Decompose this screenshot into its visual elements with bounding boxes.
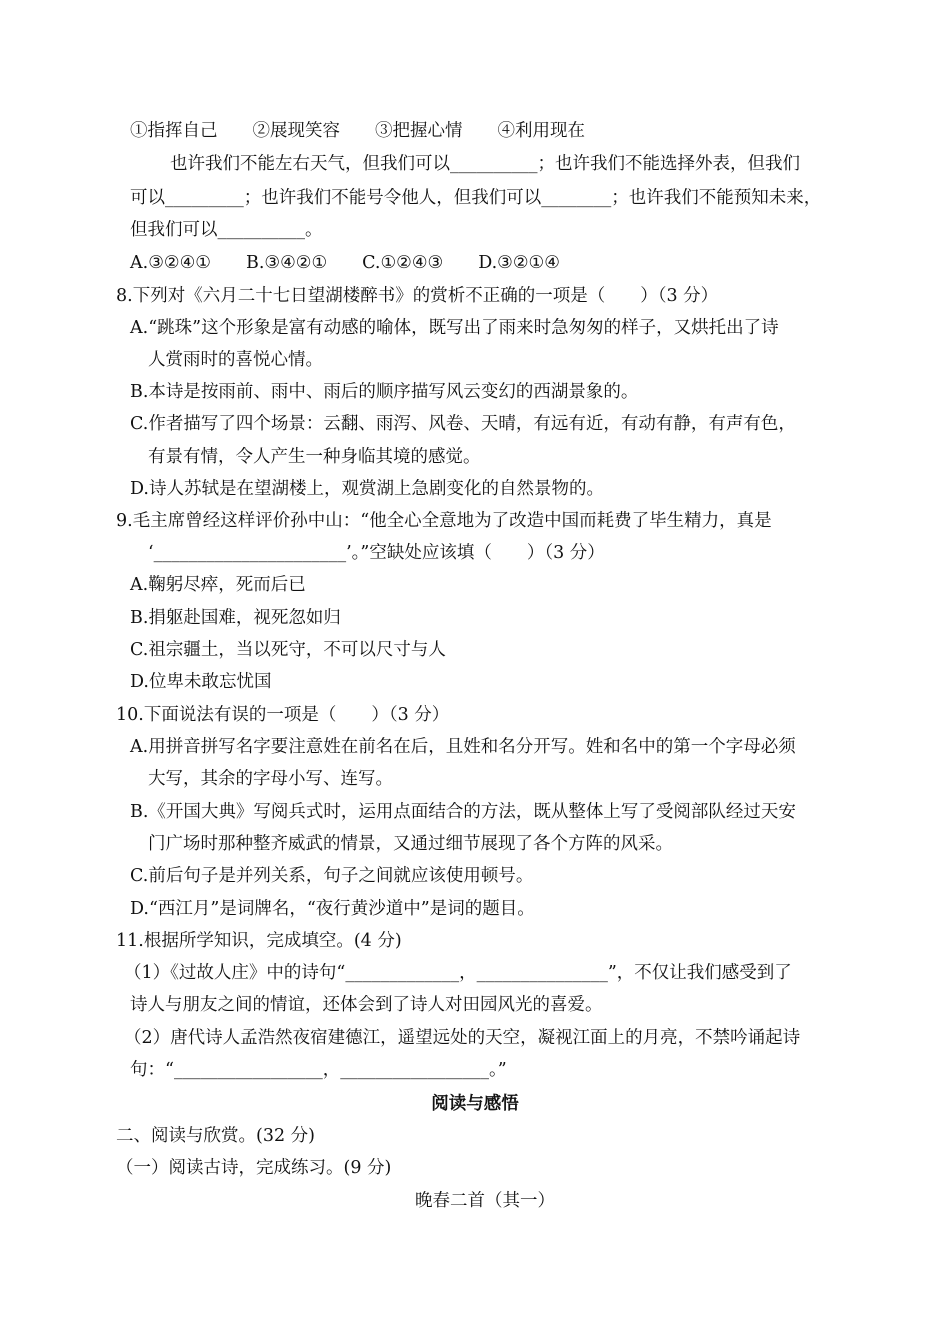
q7-paragraph-line-2: 可以_________；也许我们不能号令他人，但我们可以________；也许我们不能预知未来， <box>130 188 822 208</box>
q11-part2-line-2: 句：“_________________，_________________。” <box>130 1060 507 1080</box>
q11-part1-line-1: （1）《过故人庄》中的诗句“_____________，_______________”，不仅让我们感受到了 <box>124 963 792 983</box>
q8-option-b: B.本诗是按雨前、雨中、雨后的顺序描写风云变幻的西湖景象的。 <box>130 382 639 402</box>
q9-option-c: C.祖宗疆土，当以死守，不可以尺寸与人 <box>130 640 446 660</box>
q8-option-a-line-1: A.“跳珠”这个形象是富有动感的喻体，既写出了雨来时急匆匆的样子，又烘托出了诗 <box>130 318 779 338</box>
q10-stem: 10.下面说法有误的一项是（ ）（3 分） <box>116 705 450 725</box>
q10-option-c: C.前后句子是并列关系，句子之间就应该使用顿号。 <box>130 866 534 886</box>
q11-stem: 11.根据所学知识，完成填空。(4 分) <box>116 931 402 951</box>
q7-options: A.③②④① B.③④②① C.①②④③ D.③②①④ <box>130 253 560 273</box>
q10-option-d: D.“西江月”是词牌名，“夜行黄沙道中”是词的题目。 <box>130 899 535 919</box>
q9-option-d: D.位卑未敢忘忧国 <box>130 672 272 692</box>
q11-part2-line-1: （2）唐代诗人孟浩然夜宿建德江，遥望远处的天空，凝视江面上的月亮，不禁吟诵起诗 <box>124 1028 801 1048</box>
q8-option-d: D.诗人苏轼是在望湖楼上，观赏湖上急剧变化的自然景物的。 <box>130 479 604 499</box>
q9-stem-line-2: ‘______________________’。”空缺处应该填（ ）（3 分） <box>148 543 605 563</box>
q8-option-c-line-2: 有景有情，令人产生一种身临其境的感觉。 <box>148 447 481 467</box>
q8-option-a-line-2: 人赏雨时的喜悦心情。 <box>148 350 323 370</box>
q8-option-c-line-1: C.作者描写了四个场景：云翻、雨泻、风卷、天晴，有远有近，有动有静，有声有色， <box>130 414 796 434</box>
q10-option-b-line-1: B.《开国大典》写阅兵式时，运用点面结合的方法，既从整体上写了受阅部队经过天安 <box>130 802 796 822</box>
q10-option-a-line-1: A.用拼音拼写名字要注意姓在前名在后，且姓和名分开写。姓和名中的第一个字母必须 <box>130 737 796 757</box>
q7-paragraph-line-1: 也许我们不能左右天气，但我们可以__________；也许我们不能选择外表，但我们 <box>170 154 800 174</box>
q9-stem-line-1: 9.毛主席曾经这样评价孙中山：“他全心全意地为了改造中国而耗费了毕生精力，真是 <box>116 511 772 531</box>
poem-title: 晚春二首（其一） <box>415 1191 555 1211</box>
sub-section-heading: （一）阅读古诗，完成练习。(9 分) <box>116 1158 392 1178</box>
q7-choices: ①指挥自己 ②展现笑容 ③把握心情 ④利用现在 <box>130 121 585 141</box>
q9-option-a: A.鞠躬尽瘁，死而后已 <box>130 575 306 595</box>
part-two-heading: 二、阅读与欣赏。(32 分) <box>116 1126 315 1146</box>
q10-option-a-line-2: 大写，其余的字母小写、连写。 <box>148 769 393 789</box>
section-title: 阅读与感悟 <box>431 1094 519 1114</box>
q10-option-b-line-2: 门广场时那种整齐威武的情景，又通过细节展现了各个方阵的风采。 <box>148 834 673 854</box>
q9-option-b: B.捐躯赴国难，视死忽如归 <box>130 608 341 628</box>
q8-stem: 8.下列对《六月二十七日望湖楼醉书》的赏析不正确的一项是（ ）（3 分） <box>116 286 719 306</box>
q7-paragraph-line-3: 但我们可以__________。 <box>130 220 323 240</box>
q11-part1-line-2: 诗人与朋友之间的情谊，还体会到了诗人对田园风光的喜爱。 <box>130 995 603 1015</box>
